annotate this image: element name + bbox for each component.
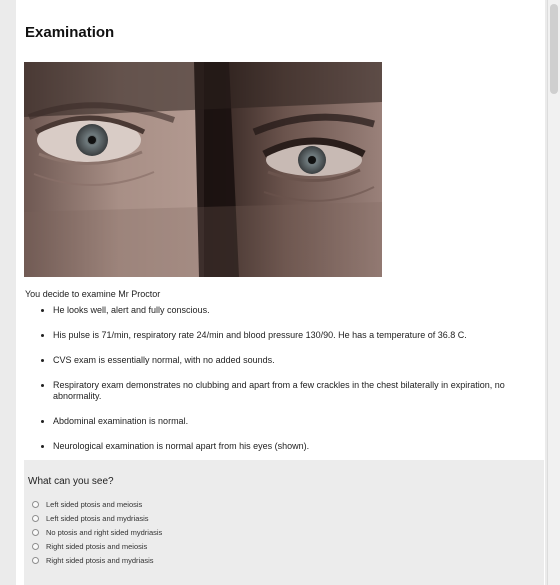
finding-item: • Neurological examination is normal apart from his eyes (shown). xyxy=(53,441,533,452)
finding-item: • He looks well, alert and fully conscious. xyxy=(53,305,533,316)
content-page xyxy=(16,0,545,585)
page-title: Examination xyxy=(25,24,115,41)
finding-item: • Respiratory exam demonstrates no clubbing and apart from a few crackles in the chest bilaterally in expiration, no abnormality. xyxy=(53,380,533,402)
radio-button[interactable] xyxy=(32,529,39,536)
answer-label: Left sided ptosis and meiosis xyxy=(46,499,143,509)
finding-item: • His pulse is 71/min, respiratory rate 24/min and blood pressure 130/90. He has a temperature of 36.8 C. xyxy=(53,330,533,341)
finding-item: • Abdominal examination is normal. xyxy=(53,416,533,427)
answer-option-5[interactable] xyxy=(32,554,154,566)
answer-label: Right sided ptosis and mydriasis xyxy=(46,555,154,565)
finding-item: • CVS exam is essentially normal, with no added sounds. xyxy=(53,355,533,366)
question-panel xyxy=(24,460,544,585)
radio-button[interactable] xyxy=(32,501,39,508)
radio-button[interactable] xyxy=(32,515,39,522)
answer-label: Left sided ptosis and mydriasis xyxy=(46,513,149,523)
answer-label: Right sided ptosis and meiosis xyxy=(46,541,148,551)
intro-text: You decide to examine Mr Proctor xyxy=(25,289,161,299)
question-label: What can you see? xyxy=(28,476,114,487)
answer-option-2[interactable] xyxy=(32,512,149,524)
scrollbar-thumb[interactable] xyxy=(550,4,558,94)
findings-list xyxy=(38,305,533,466)
answer-label: No ptosis and right sided mydriasis xyxy=(46,527,163,537)
vertical-scrollbar[interactable] xyxy=(547,0,560,585)
answer-option-4[interactable] xyxy=(32,540,147,552)
answer-option-3[interactable] xyxy=(32,526,162,538)
radio-button[interactable] xyxy=(32,543,39,550)
answer-option-1[interactable] xyxy=(32,498,142,510)
radio-button[interactable] xyxy=(32,557,39,564)
eyes-photo xyxy=(24,62,382,277)
